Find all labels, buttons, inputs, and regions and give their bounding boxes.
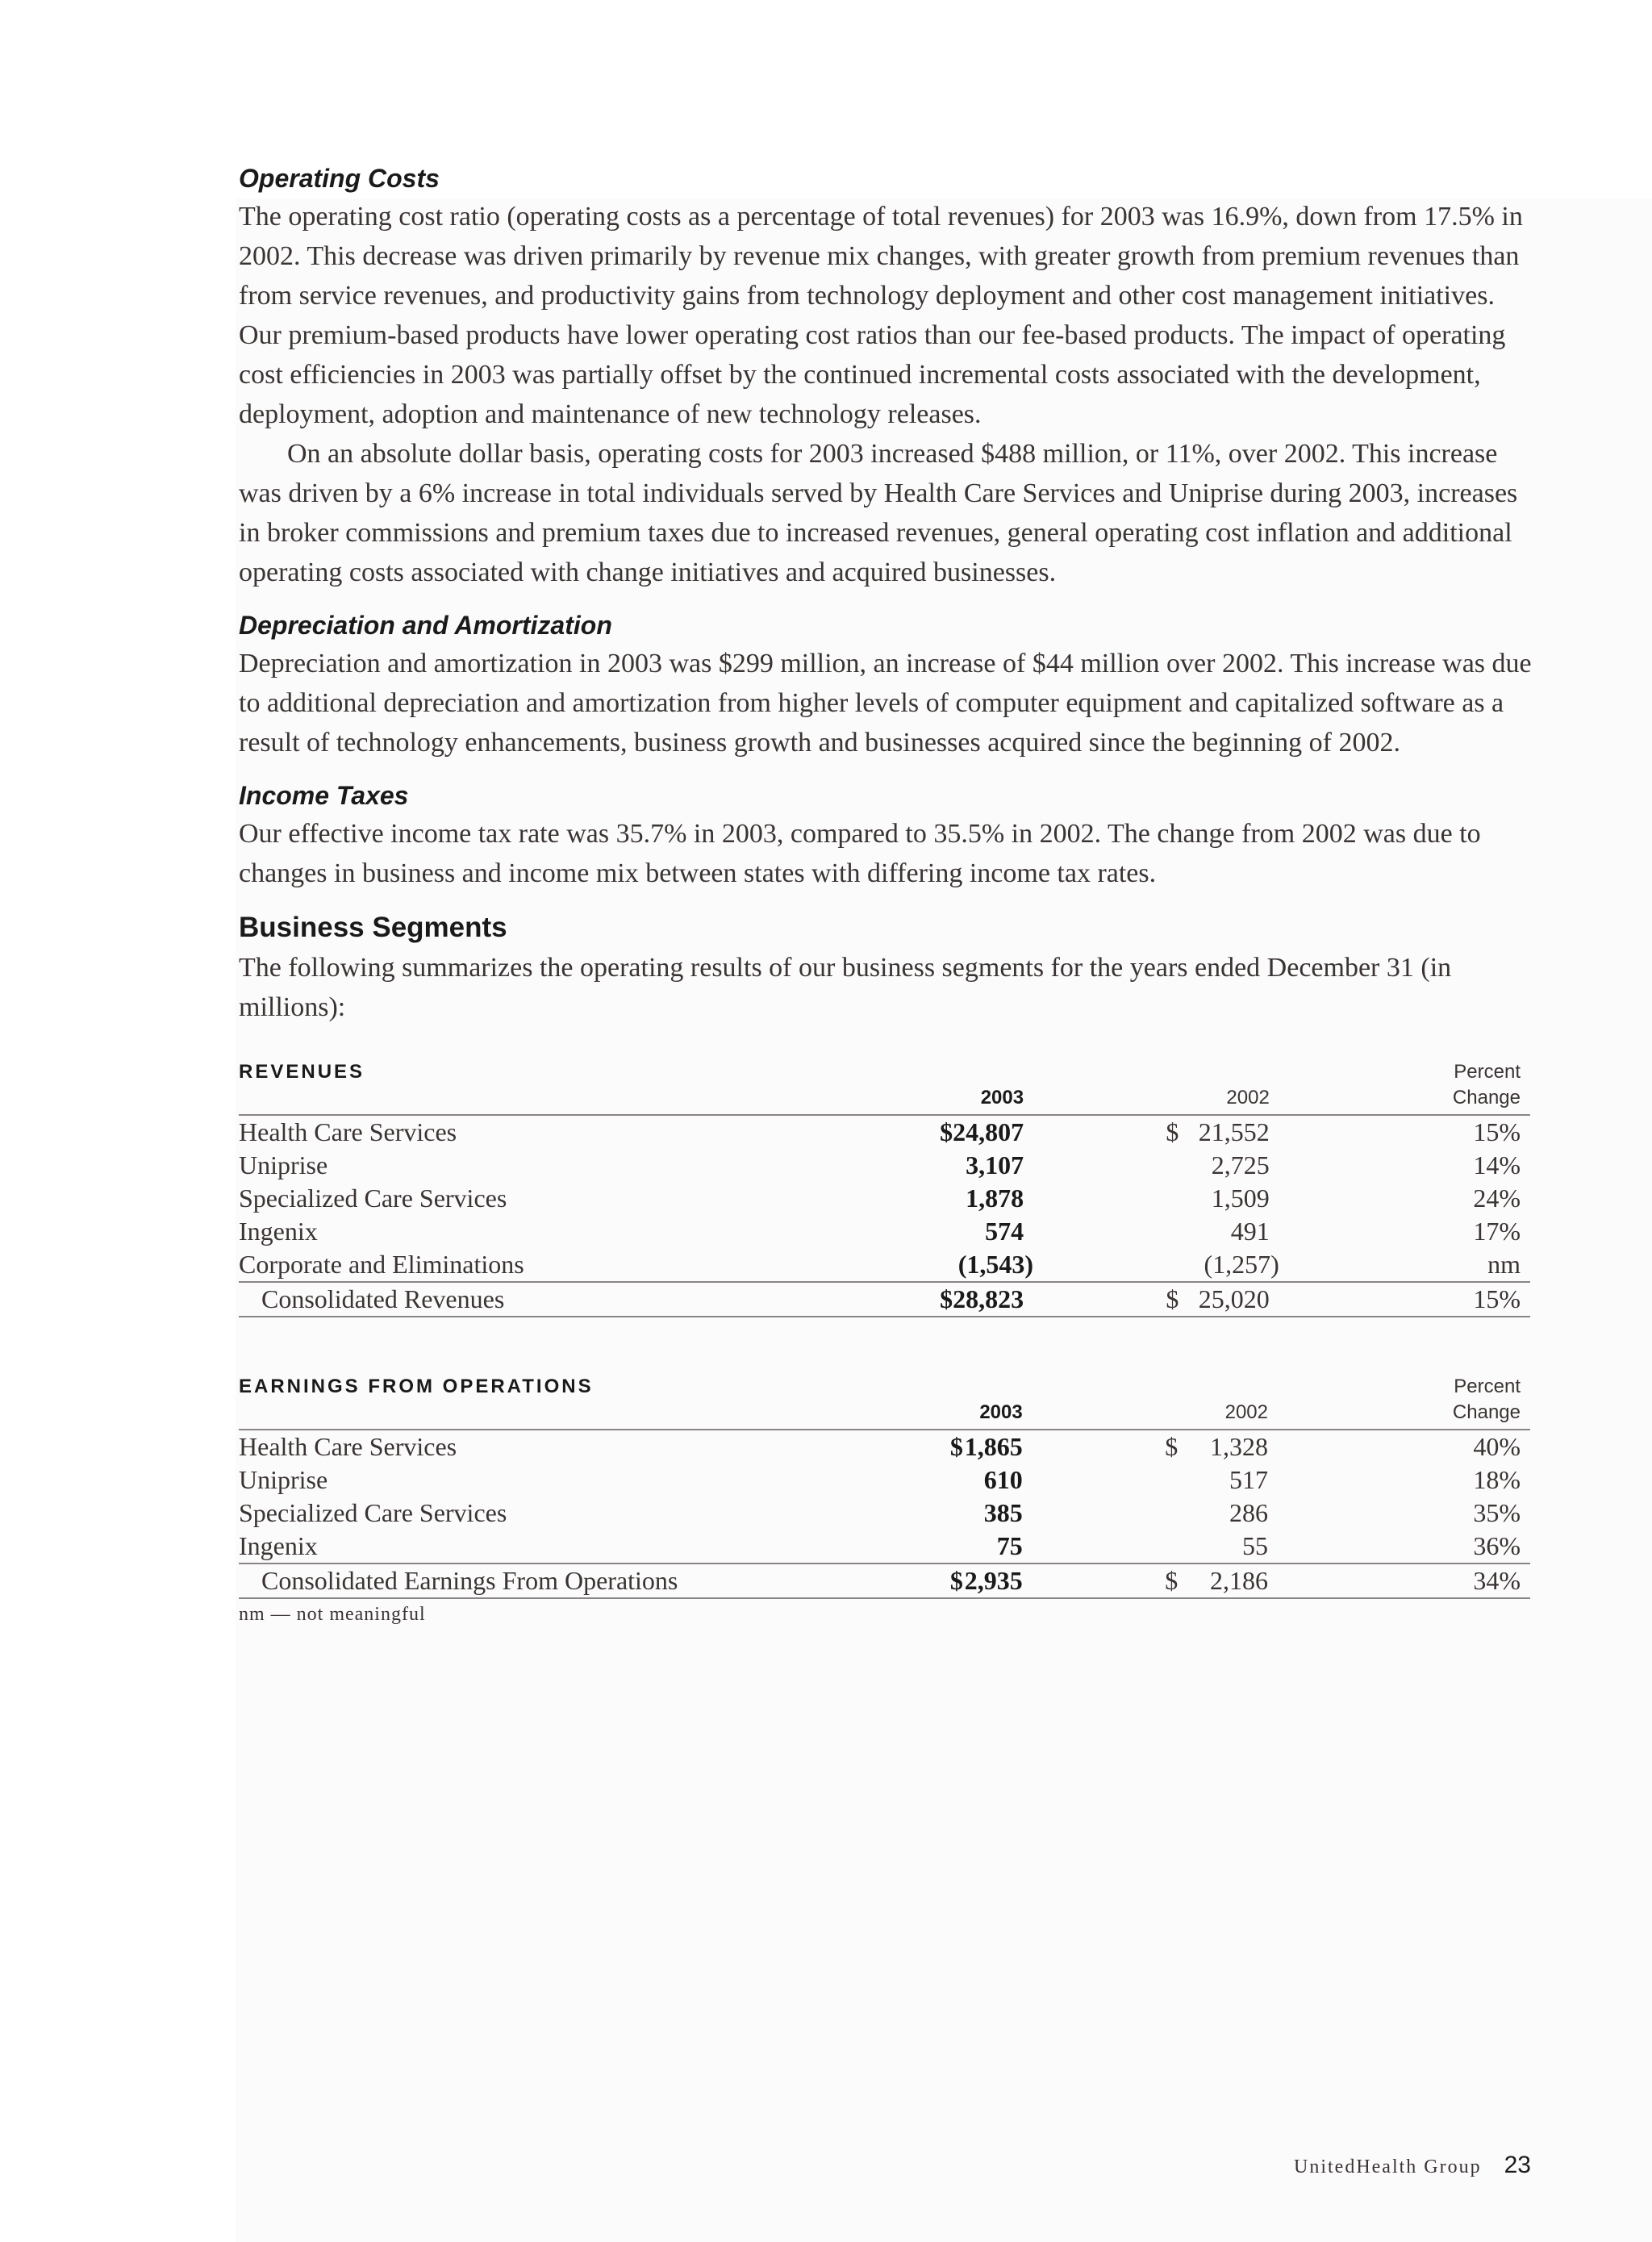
column-gap — [1023, 1530, 1045, 1564]
footer-brand: UnitedHealth Group — [1294, 2156, 1482, 2177]
row-label: Ingenix — [239, 1217, 318, 1246]
business-segments-paragraph: The following summarizes the operating results of our business segments for the years ended December 31 (in millions): — [239, 953, 1452, 1022]
amount: 3,107 — [966, 1150, 1024, 1179]
column-gap — [1024, 1282, 1045, 1317]
column-gap — [1023, 1463, 1045, 1497]
column-gap — [1023, 1497, 1045, 1530]
percent-label: Percent — [1454, 1376, 1521, 1397]
value-2003 — [786, 1215, 1024, 1248]
value-2003 — [797, 1430, 1023, 1463]
percent-change: 34% — [1278, 1564, 1530, 1598]
value-2003 — [797, 1497, 1023, 1530]
percent-change: 18% — [1473, 1465, 1521, 1494]
currency-symbol: $ — [1165, 1566, 1179, 1595]
percent-change: 15% — [1279, 1282, 1530, 1317]
value-2002 — [1045, 1115, 1279, 1149]
table-row — [239, 1248, 1530, 1282]
amount: 1,878 — [966, 1184, 1024, 1213]
row-label: Uniprise — [239, 1465, 328, 1494]
value-2002 — [1045, 1215, 1279, 1248]
amount: 610 — [983, 1465, 1023, 1494]
revenues-col-2002: 2002 — [1045, 1059, 1279, 1115]
earnings-table — [239, 1374, 1530, 1599]
percent-change: 15% — [1473, 1117, 1521, 1146]
column-gap — [1023, 1564, 1045, 1598]
revenues-col-2003: 2003 — [786, 1059, 1024, 1115]
amount: 75 — [996, 1531, 1023, 1560]
amount: (1,543) — [957, 1250, 1034, 1279]
operating-costs-paragraph-2: On an absolute dollar basis, operating costs for 2003 increased $488 million, or 11%, over 2002. This increase was driven by a 6% increase in total individuals served by Health Care Services and Uniprise during 2003, increases in broker commissions and premium taxes due to increased revenues, general operating cost inflation and additional operating costs associated with change initiatives and acquired businesses. — [239, 439, 1518, 587]
row-label: Consolidated Earnings From Operations — [239, 1564, 797, 1598]
value-2003 — [797, 1463, 1023, 1497]
document-body — [239, 160, 1533, 1626]
amount: 491 — [1230, 1217, 1270, 1246]
amount: (1,257) — [1204, 1250, 1279, 1279]
currency-symbol: $ — [1166, 1284, 1179, 1313]
page-number: 23 — [1504, 2152, 1531, 2178]
table-row — [239, 1215, 1530, 1248]
amount: 21,552 — [1198, 1117, 1270, 1146]
footnote: nm — not meaningful — [239, 1604, 426, 1625]
amount: 28,823 — [953, 1284, 1024, 1313]
percent-change: 35% — [1473, 1498, 1521, 1527]
value-2003 — [786, 1282, 1024, 1317]
operating-costs-paragraph-1: The operating cost ratio (operating costs as a percentage of total revenues) for 2003 was 16.9%, down from 17.5% in 2002. This decrease was driven primarily by revenue mix changes, with greater growth from premium revenues than from service revenues, and productivity gains from technology deployment and other cost management initiatives. Our premium-based products have lower operating cost ratios than our fee-based products. The impact of operating cost efficiencies in 2003 was partially offset by the continued incremental costs associated with the development, deployment, adoption and maintenance of new technology releases. — [239, 202, 1523, 429]
percent-change: 17% — [1473, 1217, 1521, 1246]
table-row — [239, 1149, 1530, 1182]
table-row — [239, 1463, 1530, 1497]
earnings-table-header — [239, 1374, 1530, 1430]
income-taxes-heading: Income Taxes — [239, 781, 409, 810]
revenues-col-percent-change — [1279, 1059, 1530, 1115]
earnings-table-body — [239, 1430, 1530, 1598]
row-label: Health Care Services — [239, 1432, 457, 1461]
amount: 2,935 — [964, 1566, 1023, 1595]
amount: 1,328 — [1210, 1432, 1268, 1461]
change-label: Change — [1452, 1401, 1521, 1423]
row-label: Specialized Care Services — [239, 1184, 507, 1213]
earnings-col-2002: 2002 — [1044, 1374, 1278, 1430]
revenues-table-title: REVENUES — [239, 1059, 786, 1115]
value-2002 — [1044, 1530, 1278, 1564]
value-2003 — [786, 1149, 1024, 1182]
currency-symbol: $ — [949, 1566, 963, 1595]
operating-costs-heading: Operating Costs — [239, 164, 440, 193]
currency-symbol: $ — [1165, 1432, 1179, 1461]
business-segments-heading: Business Segments — [239, 912, 507, 943]
table-row — [239, 1497, 1530, 1530]
column-gap — [1024, 1149, 1045, 1182]
row-label: Specialized Care Services — [239, 1498, 507, 1527]
percent-change: 40% — [1473, 1432, 1521, 1461]
row-label: Corporate and Eliminations — [239, 1250, 524, 1279]
revenues-table-body — [239, 1115, 1530, 1317]
percent-change: 36% — [1473, 1531, 1521, 1560]
column-gap — [1024, 1215, 1045, 1248]
value-2002 — [1045, 1149, 1279, 1182]
value-2002 — [1044, 1497, 1278, 1530]
percent-label: Percent — [1454, 1061, 1521, 1083]
page-footer — [1294, 2152, 1531, 2179]
income-taxes-paragraph: Our effective income tax rate was 35.7% in 2003, compared to 35.5% in 2002. The change from 2002 was due to changes in business and income mix between states with differing income tax rates. — [239, 819, 1481, 888]
earnings-table-title: EARNINGS FROM OPERATIONS — [239, 1374, 797, 1430]
row-label: Health Care Services — [239, 1117, 457, 1146]
column-gap — [1024, 1115, 1045, 1149]
amount: 55 — [1242, 1531, 1268, 1560]
currency-symbol: $ — [949, 1432, 963, 1461]
amount: 286 — [1229, 1498, 1268, 1527]
depreciation-heading: Depreciation and Amortization — [239, 611, 612, 640]
amount: 1,509 — [1211, 1184, 1270, 1213]
amount: 574 — [985, 1217, 1024, 1246]
amount: 2,186 — [1210, 1566, 1268, 1595]
table-row — [239, 1530, 1530, 1564]
value-2002 — [1045, 1248, 1279, 1282]
value-2002 — [1044, 1564, 1278, 1598]
currency-symbol: $ — [940, 1284, 953, 1313]
row-label: Uniprise — [239, 1150, 328, 1179]
value-2002 — [1044, 1463, 1278, 1497]
amount: 2,725 — [1211, 1150, 1270, 1179]
revenues-table-header — [239, 1059, 1530, 1115]
row-label: Ingenix — [239, 1531, 318, 1560]
value-2002 — [1045, 1182, 1279, 1215]
earnings-col-percent-change — [1278, 1374, 1530, 1430]
table-total-row — [239, 1282, 1530, 1317]
column-gap — [1023, 1430, 1045, 1463]
row-label: Consolidated Revenues — [239, 1282, 786, 1317]
table-row — [239, 1115, 1530, 1149]
percent-change: nm — [1487, 1250, 1521, 1279]
amount: 1,865 — [964, 1432, 1023, 1461]
amount: 24,807 — [953, 1117, 1024, 1146]
table-row — [239, 1430, 1530, 1463]
table-total-row — [239, 1564, 1530, 1598]
value-2003 — [786, 1248, 1034, 1282]
column-gap — [1024, 1182, 1045, 1215]
currency-symbol: $ — [940, 1117, 953, 1146]
earnings-col-2003: 2003 — [797, 1374, 1023, 1430]
value-2002 — [1045, 1282, 1279, 1317]
value-2003 — [797, 1564, 1023, 1598]
revenues-table — [239, 1059, 1530, 1317]
value-2003 — [786, 1182, 1024, 1215]
currency-symbol: $ — [1166, 1117, 1179, 1146]
change-label: Change — [1452, 1087, 1521, 1108]
percent-change: 14% — [1473, 1150, 1521, 1179]
amount: 517 — [1229, 1465, 1268, 1494]
percent-change: 24% — [1473, 1184, 1521, 1213]
table-row — [239, 1182, 1530, 1215]
depreciation-paragraph: Depreciation and amortization in 2003 was $299 million, an increase of $44 million over 2002. This increase was due to additional depreciation and amortization from higher levels of computer equipment and capitalized software as a result of technology enhancements, business growth and businesses acquired since the beginning of 2002. — [239, 649, 1532, 758]
value-2002 — [1044, 1430, 1278, 1463]
amount: 25,020 — [1198, 1284, 1270, 1313]
value-2003 — [786, 1115, 1024, 1149]
value-2003 — [797, 1530, 1023, 1564]
amount: 385 — [983, 1498, 1023, 1527]
